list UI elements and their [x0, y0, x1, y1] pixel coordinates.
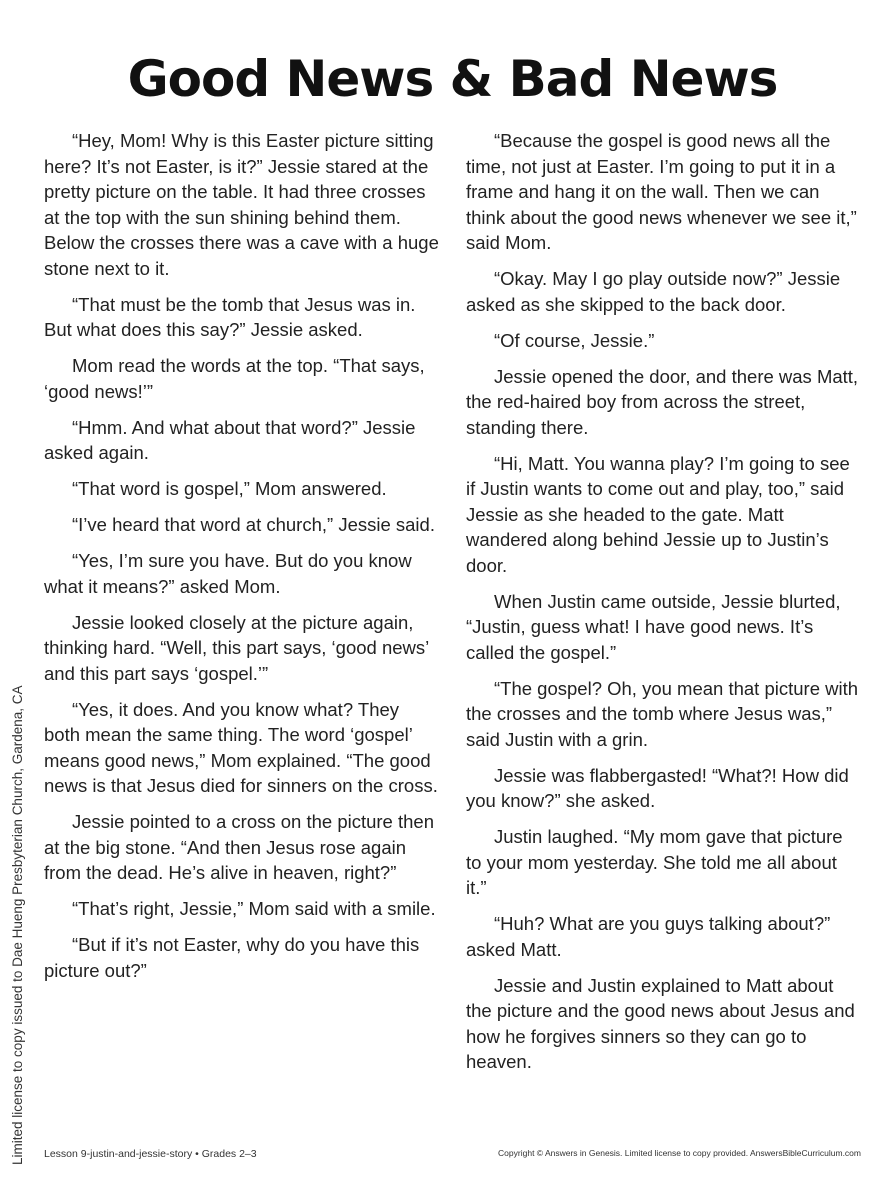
license-notice: Limited license to copy issued to Dae Hueng Presbyterian Church, Gardena, CA [10, 685, 25, 1165]
story-paragraph: “Hmm. And what about that word?” Jessie asked again. [44, 416, 416, 463]
story-paragraph: Jessie and Justin explained to Matt about the picture and the good news about Jesus and how he forgives sinners so they can go to heaven. [466, 974, 855, 1072]
story-paragraph: “Of course, Jessie.” [494, 329, 655, 351]
story-paragraph: “That word is gospel,” Mom answered. [72, 478, 387, 499]
story-paragraph: “Yes, I’m sure you have. But do you know what it means?” asked Mom. [44, 550, 412, 597]
story-paragraph: “That’s right, Jessie,” Mom said with a smile. [72, 898, 436, 919]
story-paragraph: “Because the gospel is good news all the time, not just at Easter. I’m going to put it in a frame and hang it on the wall. Then we can think about the good news whenever we see it,” said Mom. [466, 130, 857, 253]
story-paragraph: “Hi, Matt. You wanna play? I’m going to see if Justin wants to come out and play, too,” said Jessie as she headed to the gate. Matt wandered along behind Jessie up to Justin’s door. [466, 452, 850, 576]
story-paragraph: Jessie looked closely at the picture again, thinking hard. “Well, this part says, ‘good news’ and this part says ‘gospel.’” [44, 611, 429, 684]
story-paragraph: Justin laughed. “My mom gave that picture to your mom yesterday. She told me all about it.” [466, 826, 843, 898]
story-paragraph: “That must be the tomb that Jesus was in. But what does this say?” Jessie asked. [44, 293, 416, 340]
story-paragraph: Jessie was flabbergasted! “What?! How did you know?” she asked. [466, 764, 849, 811]
story-paragraph: “Okay. May I go play outside now?” Jessie asked as she skipped to the back door. [466, 268, 841, 315]
story-paragraph: Jessie opened the door, and there was Matt, the red-haired boy from across the street, standing there. [466, 365, 859, 438]
footer-lesson-info: Lesson 9-justin-and-jessie-story • Grades 2–3 [44, 1148, 257, 1160]
story-paragraph: “The gospel? Oh, you mean that picture with the crosses and the tomb where Jesus was,” said Justin with a grin. [466, 677, 859, 750]
story-paragraph: “Yes, it does. And you know what? They both mean the same thing. The word ‘gospel’ means good news,” Mom explained. “The good news is that Jesus died for sinners on the cross. [44, 698, 438, 796]
story-paragraph: “But if it’s not Easter, why do you have this picture out?” [44, 934, 420, 981]
story-paragraph: Mom read the words at the top. “That says, ‘good news!’” [44, 355, 425, 402]
page-title: Good News & Bad News [127, 50, 778, 108]
footer-copyright: Copyright © Answers in Genesis. Limited license to copy provided. AnswersBibleCurriculum.com [498, 1148, 861, 1158]
story-paragraph: “Hey, Mom! Why is this Easter picture sitting here? It’s not Easter, is it?” Jessie stared at the pretty picture on the table. It had three crosses at the top with the sun shining behind them. Below the crosses there was a cave with a huge stone next to it. [44, 130, 439, 279]
right-column [466, 128, 861, 1085]
story-paragraph: “I’ve heard that word at church,” Jessie said. [72, 514, 435, 535]
left-column [44, 128, 439, 994]
story-paragraph: “Huh? What are you guys talking about?” asked Matt. [466, 913, 831, 960]
story-paragraph: When Justin came outside, Jessie blurted, “Justin, guess what! I have good news. It’s called the gospel.” [466, 590, 841, 663]
story-paragraph: Jessie pointed to a cross on the picture then at the big stone. “And then Jesus rose again from the dead. He’s alive in heaven, right?” [44, 811, 434, 883]
